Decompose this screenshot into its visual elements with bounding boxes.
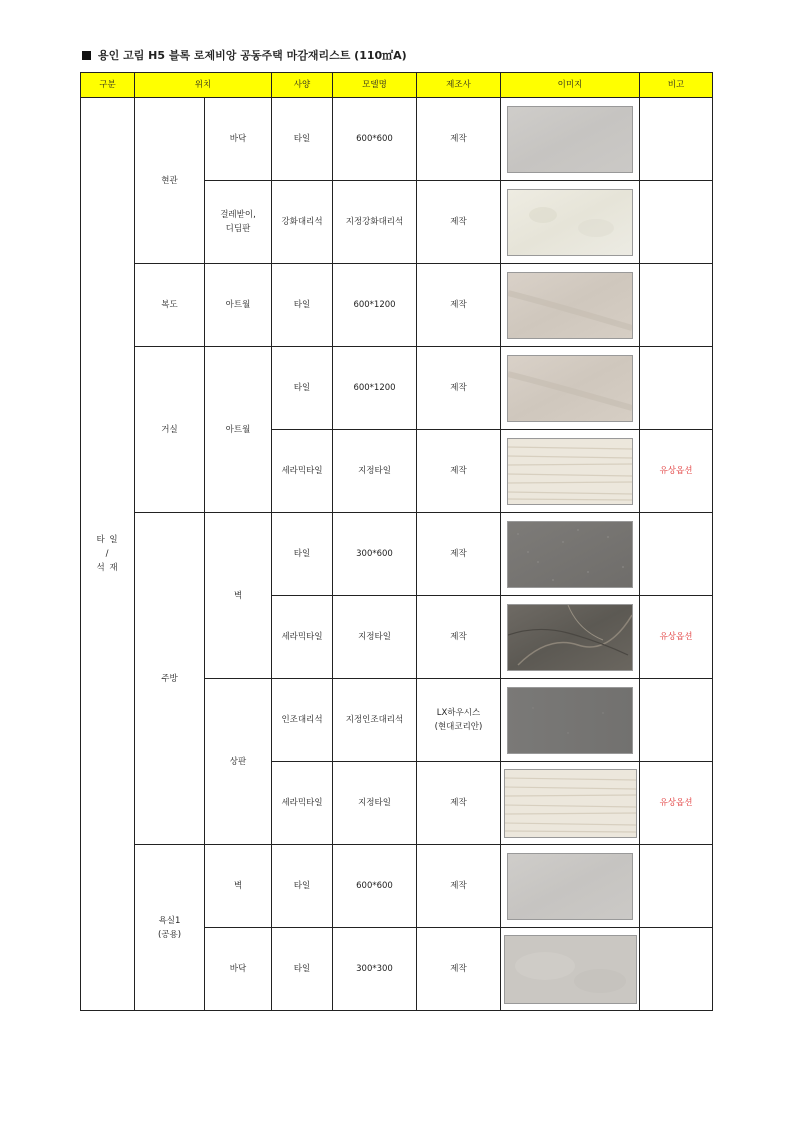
note-cell bbox=[640, 928, 713, 1011]
note-cell bbox=[640, 513, 713, 596]
spec-cell: 세라믹타일 bbox=[272, 596, 333, 679]
light-gray-concrete-icon bbox=[504, 935, 637, 1004]
light-gray-tile-icon bbox=[507, 106, 633, 173]
image-cell bbox=[501, 430, 640, 513]
header-image: 이미지 bbox=[501, 73, 640, 98]
finish-list-table bbox=[80, 72, 713, 1011]
sub-location: 바닥 bbox=[205, 98, 272, 181]
group-kitchen: 주방 bbox=[135, 513, 205, 845]
maker-cell: 제작 bbox=[417, 762, 501, 845]
note-cell bbox=[640, 98, 713, 181]
sub-location: 상판 bbox=[205, 679, 272, 845]
maker-cell: 제작 bbox=[417, 928, 501, 1011]
table-row bbox=[81, 347, 713, 430]
header-location: 위치 bbox=[135, 73, 272, 98]
model-cell: 지정인조대리석 bbox=[333, 679, 417, 762]
model-cell: 300*300 bbox=[333, 928, 417, 1011]
dark-gray-speckle-icon bbox=[507, 521, 633, 588]
image-cell bbox=[501, 513, 640, 596]
maker-line: LX하우시스 bbox=[436, 708, 481, 718]
sub-location: 벽 bbox=[205, 513, 272, 679]
spec-cell: 타일 bbox=[272, 845, 333, 928]
table-row bbox=[81, 98, 713, 181]
sub-location-line: 디딤판 bbox=[225, 224, 251, 234]
sub-location: 벽 bbox=[205, 845, 272, 928]
table-row bbox=[81, 513, 713, 596]
travertine-icon bbox=[504, 769, 637, 838]
model-cell: 지정타일 bbox=[333, 762, 417, 845]
spec-cell: 세라믹타일 bbox=[272, 762, 333, 845]
sub-location bbox=[205, 181, 272, 264]
image-cell bbox=[501, 181, 640, 264]
maker-cell bbox=[417, 679, 501, 762]
category-line: 타 일 bbox=[96, 535, 119, 545]
sub-location-line: 걸레받이, bbox=[220, 210, 256, 220]
sub-location: 아트월 bbox=[205, 347, 272, 513]
table-row bbox=[81, 264, 713, 347]
header-category: 구분 bbox=[81, 73, 135, 98]
group-entrance: 현관 bbox=[135, 98, 205, 264]
model-cell: 300*600 bbox=[333, 513, 417, 596]
model-cell: 600*600 bbox=[333, 845, 417, 928]
sub-location: 바닥 bbox=[205, 928, 272, 1011]
category-line: / bbox=[105, 549, 110, 559]
maker-cell: 제작 bbox=[417, 845, 501, 928]
model-cell: 600*1200 bbox=[333, 264, 417, 347]
header-note: 비고 bbox=[640, 73, 713, 98]
group-bath1 bbox=[135, 845, 205, 1011]
spec-cell: 타일 bbox=[272, 264, 333, 347]
header-model: 모델명 bbox=[333, 73, 417, 98]
header-row bbox=[81, 73, 713, 98]
maker-cell: 제작 bbox=[417, 430, 501, 513]
image-cell bbox=[501, 762, 640, 845]
spec-cell: 강화대리석 bbox=[272, 181, 333, 264]
bullet-square-icon bbox=[82, 51, 91, 60]
note-cell bbox=[640, 181, 713, 264]
dark-marble-icon bbox=[507, 604, 633, 671]
group-living: 거실 bbox=[135, 347, 205, 513]
page-title bbox=[82, 47, 407, 63]
spec-cell: 타일 bbox=[272, 347, 333, 430]
maker-cell: 제작 bbox=[417, 98, 501, 181]
maker-line: (현대코리안) bbox=[434, 722, 483, 732]
group-hallway: 복도 bbox=[135, 264, 205, 347]
gray-solid-surface-icon bbox=[507, 687, 633, 754]
spec-cell: 인조대리석 bbox=[272, 679, 333, 762]
model-cell: 지정타일 bbox=[333, 596, 417, 679]
maker-cell: 제작 bbox=[417, 347, 501, 430]
light-gray-tile-icon bbox=[507, 853, 633, 920]
image-cell bbox=[501, 347, 640, 430]
model-cell: 지정타일 bbox=[333, 430, 417, 513]
note-cell bbox=[640, 679, 713, 762]
travertine-icon bbox=[507, 438, 633, 505]
image-cell bbox=[501, 928, 640, 1011]
spec-cell: 세라믹타일 bbox=[272, 430, 333, 513]
note-cell: 유상옵션 bbox=[640, 762, 713, 845]
spec-cell: 타일 bbox=[272, 98, 333, 181]
note-cell bbox=[640, 347, 713, 430]
table-row bbox=[81, 845, 713, 928]
image-cell bbox=[501, 98, 640, 181]
beige-stone-icon bbox=[507, 272, 633, 339]
cream-marble-icon bbox=[507, 189, 633, 256]
page-title-text: 용인 고림 H5 블록 로제비앙 공동주택 마감재리스트 (110㎡A) bbox=[98, 49, 407, 62]
model-cell: 지정강화대리석 bbox=[333, 181, 417, 264]
note-cell bbox=[640, 845, 713, 928]
image-cell bbox=[501, 264, 640, 347]
category-line: 석 재 bbox=[96, 563, 119, 573]
note-cell bbox=[640, 264, 713, 347]
spec-cell: 타일 bbox=[272, 513, 333, 596]
note-cell: 유상옵션 bbox=[640, 430, 713, 513]
maker-cell: 제작 bbox=[417, 513, 501, 596]
sub-location: 아트월 bbox=[205, 264, 272, 347]
group-line: 욕실1 bbox=[158, 915, 181, 926]
beige-stone-icon bbox=[507, 355, 633, 422]
header-spec: 사양 bbox=[272, 73, 333, 98]
category-cell bbox=[81, 98, 135, 1011]
maker-cell: 제작 bbox=[417, 181, 501, 264]
model-cell: 600*1200 bbox=[333, 347, 417, 430]
maker-cell: 제작 bbox=[417, 596, 501, 679]
note-cell: 유상옵션 bbox=[640, 596, 713, 679]
image-cell bbox=[501, 679, 640, 762]
spec-cell: 타일 bbox=[272, 928, 333, 1011]
group-line: (공용) bbox=[157, 929, 182, 940]
header-maker: 제조사 bbox=[417, 73, 501, 98]
model-cell: 600*600 bbox=[333, 98, 417, 181]
maker-cell: 제작 bbox=[417, 264, 501, 347]
image-cell bbox=[501, 596, 640, 679]
image-cell bbox=[501, 845, 640, 928]
